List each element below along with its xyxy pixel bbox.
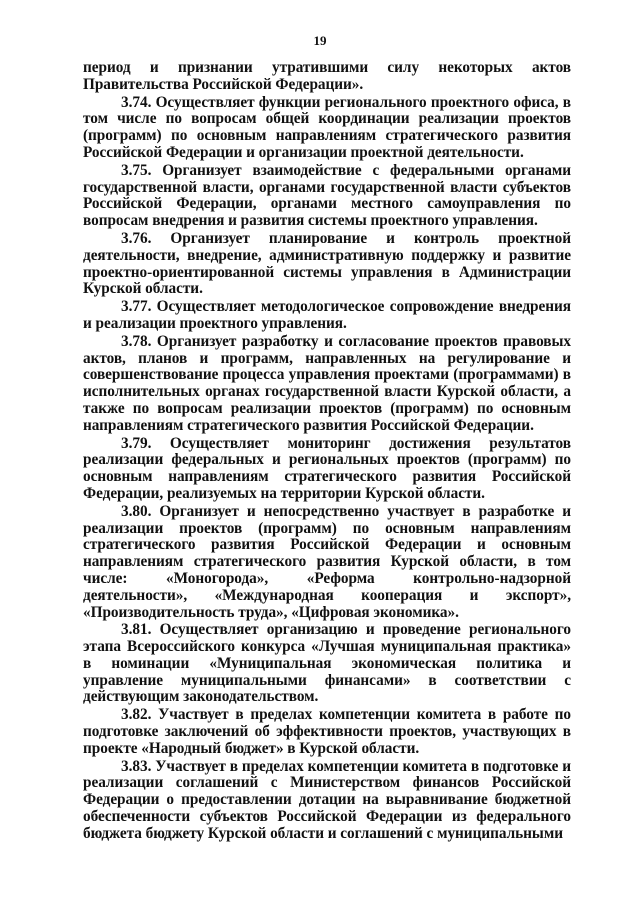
paragraph-3-77: 3.77. Осуществляет методологическое сопровождение внедрения и реализации проектного управления. — [83, 298, 571, 332]
paragraph-3-80: 3.80. Организует и непосредственно участвует в разработке и реализации проектов (программ) по основным направлениям стратегического развития Российской Федерации и основным направлениям стратегического развития Курской области, в том числе: «Моногорода», «Реформа контрольно-надзорной деятельности», «Международная кооперация и экспорт», «Производительность труда», «Цифровая экономика». — [83, 502, 571, 621]
paragraph-3-82: 3.82. Участвует в пределах компетенции комитета в работе по подготовке заключений об эффективности проектов, участвующих в проекте «Народный бюджет» в Курской области. — [83, 706, 571, 757]
paragraph-3-76: 3.76. Организует планирование и контроль проектной деятельности, внедрение, административную поддержку и развитие проектно-ориентированной системы управления в Администрации Курской области. — [83, 229, 571, 298]
paragraph-3-79: 3.79. Осуществляет мониторинг достижения результатов реализации федеральных и региональных проектов (программ) по основным направлениям стратегического развития Российской Федерации, реализуемых на территории Курской области. — [83, 434, 571, 502]
page-number: 19 — [313, 33, 327, 48]
paragraph-3-78: 3.78. Организует разработку и согласование проектов правовых актов, планов и программ, направленных на регулирование и совершенствование процесса управления проектами (программами) в исполнительных органах государственной власти Курской области, а также по вопросам реализации проектов (программ) по основным направлениям стратегического развития Российской Федерации. — [83, 332, 571, 434]
paragraph-3-81: 3.81. Осуществляет организацию и проведение регионального этапа Всероссийского конкурса «Лучшая муниципальная практика» в номинации «Муниципальная экономическая политика и управление муниципальными финансами» в соответствии с действующим законодательством. — [83, 621, 571, 706]
paragraph-3-75: 3.75. Организует взаимодействие с федеральными органами государственной власти, органами государственной власти субъектов Российской Федерации, органами местного самоуправления по вопросам внедрения и развития системы проектного управления. — [83, 161, 571, 230]
document-body — [83, 60, 571, 843]
paragraph-3-83: 3.83. Участвует в пределах компетенции комитета в подготовке и реализации соглашений с Министерством финансов Российской Федерации о предоставлении дотации на выравнивание бюджетной обеспеченности субъектов Российской Федерации из федерального бюджета бюджету Курской области и соглашений с муниципальными — [83, 757, 571, 842]
paragraph-3-74: 3.74. Осуществляет функции регионального проектного офиса, в том числе по вопросам общей координации реализации проектов (программ) по основным направлениям стратегического развития Российской Федерации и организации проектной деятельности. — [83, 93, 571, 161]
paragraph-continuation: период и признании утратившими силу некоторых актов Правительства Российской Федерации». — [83, 59, 571, 93]
